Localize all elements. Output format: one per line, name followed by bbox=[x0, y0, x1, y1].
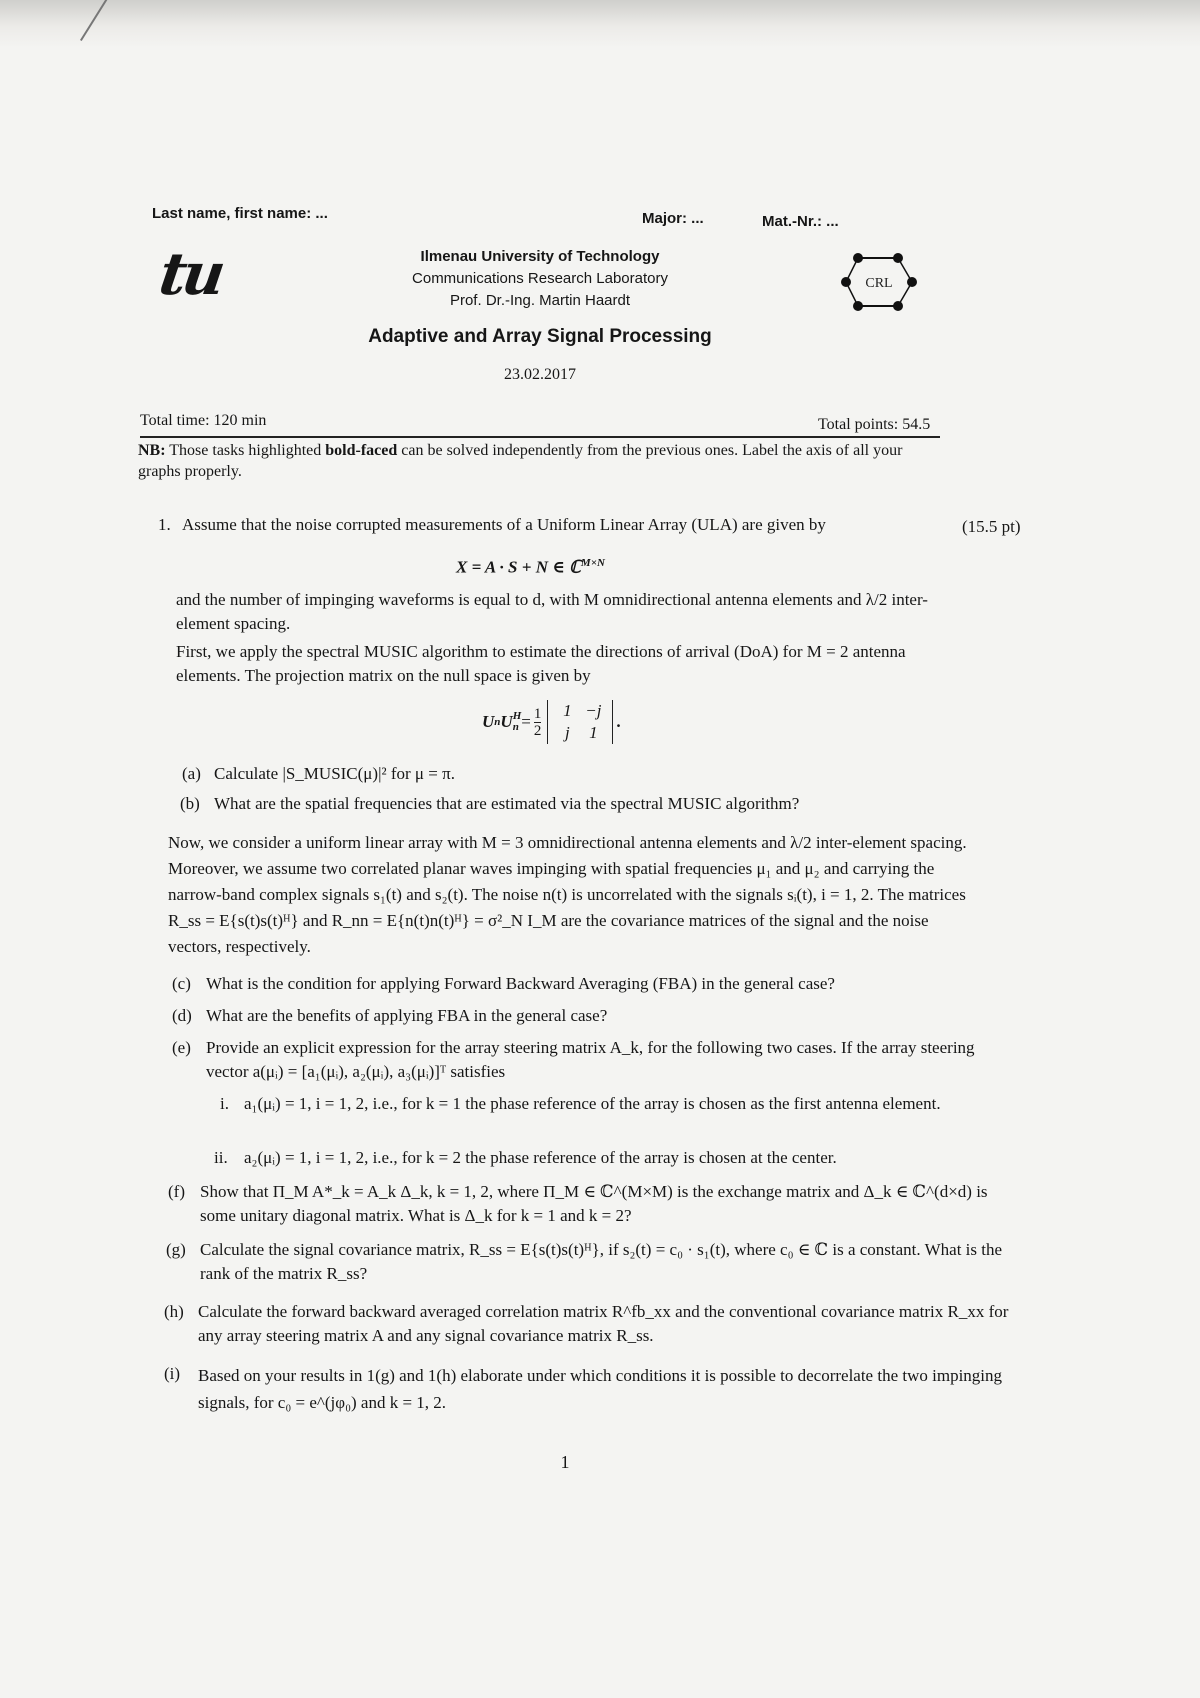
part-e-i-label: i. bbox=[220, 1094, 229, 1113]
nb-bold: NB: bbox=[138, 442, 166, 459]
professor-name: Prof. Dr.-Ing. Martin Haardt bbox=[449, 292, 631, 309]
part-h-text: Calculate the forward backward averaged correlation matrix R^fb_xx and the conventional covariance matrix R_xx for any array steering matrix A and any signal covariance matrix R_ss. bbox=[198, 1302, 1009, 1345]
part-f-text: Show that Π_M A*_k = A_k Δ_k, k = 1, 2, where Π_M ∈ ℂ^(M×M) is the exchange matrix and Δ_k ∈ ℂ^(d×d) is some unitary diagonal matrix. What is Δ_k for k = 1 and k = 2? bbox=[200, 1182, 988, 1225]
lab-name: Communications Research Laboratory bbox=[412, 270, 668, 287]
part-c-label: (c) bbox=[172, 974, 191, 993]
m12: −j bbox=[585, 701, 602, 720]
equation-2-sup: H bbox=[512, 710, 522, 722]
equation-2-period: . bbox=[616, 712, 621, 731]
crl-logo-text: CRL bbox=[865, 276, 893, 291]
institution-name: Ilmenau University of Technology bbox=[420, 248, 660, 265]
institution-block bbox=[380, 246, 700, 312]
equation-2 bbox=[482, 700, 621, 744]
major-field-label: Major: ... bbox=[642, 210, 704, 227]
problem-number: 1. bbox=[158, 515, 171, 534]
equation-2-u: U bbox=[482, 712, 495, 731]
part-d-text: What are the benefits of applying FBA in the general case? bbox=[206, 1006, 608, 1025]
part-h-label: (h) bbox=[164, 1302, 184, 1321]
name-field-label: Last name, first name: ... bbox=[152, 205, 328, 222]
nb-bold-faced: bold-faced bbox=[325, 442, 398, 459]
frac-den: 2 bbox=[533, 722, 542, 739]
course-title: Adaptive and Array Signal Processing bbox=[368, 326, 712, 347]
equation-2-fraction bbox=[534, 706, 542, 739]
part-f-label: (f) bbox=[168, 1182, 185, 1201]
part-i-label: (i) bbox=[164, 1364, 181, 1383]
equation-2-sub: n bbox=[512, 721, 519, 733]
part-e-ii-text: a₂(μᵢ) = 1, i = 1, 2, i.e., for k = 2 the phase reference of the array is chosen at the center. bbox=[244, 1148, 837, 1167]
total-points: Total points: 54.5 bbox=[818, 416, 931, 433]
matnr-field-label: Mat.-Nr.: ... bbox=[762, 213, 839, 230]
page-number: 1 bbox=[560, 1452, 570, 1472]
m22: 1 bbox=[589, 723, 598, 742]
part-e-i-text: a₁(μᵢ) = 1, i = 1, 2, i.e., for k = 1 the phase reference of the array is chosen as the first antenna element. bbox=[244, 1094, 941, 1113]
frac-num: 1 bbox=[533, 705, 542, 722]
scan-top-shadow bbox=[0, 0, 1200, 48]
m11: 1 bbox=[563, 701, 572, 720]
part-c-text: What is the condition for applying Forward Backward Averaging (FBA) in the general case? bbox=[206, 974, 835, 993]
part-a-label: (a) bbox=[182, 764, 201, 783]
part-i-text: Based on your results in 1(g) and 1(h) elaborate under which conditions it is possible to decorrelate the two impinging signals, for c₀ = e^(jφ₀) and k = 1, 2. bbox=[198, 1366, 1003, 1412]
part-g-label: (g) bbox=[166, 1240, 186, 1259]
m21: j bbox=[564, 723, 570, 742]
equation-2-uh: U bbox=[500, 712, 513, 731]
part-g-text: Calculate the signal covariance matrix, R_ss = E{s(t)s(t)ᴴ}, if s₂(t) = c₀ · s₁(t), where c₀ ∈ ℂ is a constant. What is the rank of the matrix R_ss? bbox=[200, 1240, 1003, 1283]
problem-intro: Assume that the noise corrupted measurements of a Uniform Linear Array (ULA) are given by bbox=[182, 515, 826, 534]
header-rule bbox=[140, 436, 940, 438]
equation-1 bbox=[456, 551, 605, 580]
part-b-label: (b) bbox=[180, 794, 200, 813]
part-b-text: What are the spatial frequencies that are estimated via the spectral MUSIC algorithm? bbox=[214, 794, 800, 813]
part-a-text: Calculate |S_MUSIC(μ)|² for μ = π. bbox=[214, 764, 455, 783]
nb-text-1: Those tasks highlighted bbox=[165, 442, 326, 459]
part-e-ii-label: ii. bbox=[214, 1148, 228, 1167]
paragraph-1: and the number of impinging waveforms is equal to d, with M omnidirectional antenna elements and λ/2 inter-element spacing. bbox=[176, 590, 928, 633]
equation-1-body: X = A · S + N ∈ ℂ bbox=[456, 557, 581, 577]
tu-logo: tu bbox=[155, 240, 226, 308]
part-e-label: (e) bbox=[172, 1038, 191, 1057]
paragraph-3: Now, we consider a uniform linear array with M = 3 omnidirectional antenna elements and λ/2 inter-element spacing. Moreover, we assume two correlated planar waves impinging with spatial frequencies μ₁ and μ₂ and carrying the narrow-band complex signals s₁(t) and s₂(t). The noise n(t) is uncorrelated with the signals sᵢ(t), i = 1, 2. The matrices R_ss = E{s(t)s(t)ᴴ} and R_nn = E{n(t)n(t)ᴴ} = σ²_N I_M are the covariance matrices of the signal and the noise vectors, respectively. bbox=[168, 833, 967, 956]
equation-2-equals: = bbox=[521, 712, 531, 731]
exam-date: 23.02.2017 bbox=[504, 366, 576, 383]
nb-text-2: can be solved independently from the previous ones. Label the axis of all your graphs properly. bbox=[138, 442, 903, 480]
part-d-label: (d) bbox=[172, 1006, 192, 1025]
equation-2-u-sub: n bbox=[494, 716, 501, 728]
crl-logo bbox=[838, 250, 922, 314]
problem-points: (15.5 pt) bbox=[962, 517, 1021, 536]
equation-1-sup: M×N bbox=[580, 557, 605, 569]
part-e-text: Provide an explicit expression for the array steering matrix A_k, for the following two cases. If the array steering vector a(μᵢ) = [a₁(μᵢ), a₂(μᵢ), a₃(μᵢ)]ᵀ satisfies bbox=[206, 1038, 975, 1081]
nb-note bbox=[138, 440, 943, 482]
equation-2-matrix bbox=[547, 700, 613, 744]
total-time: Total time: 120 min bbox=[140, 412, 267, 429]
paragraph-2: First, we apply the spectral MUSIC algorithm to estimate the directions of arrival (DoA) for M = 2 antenna elements. The projection matrix on the null space is given by bbox=[176, 642, 906, 685]
